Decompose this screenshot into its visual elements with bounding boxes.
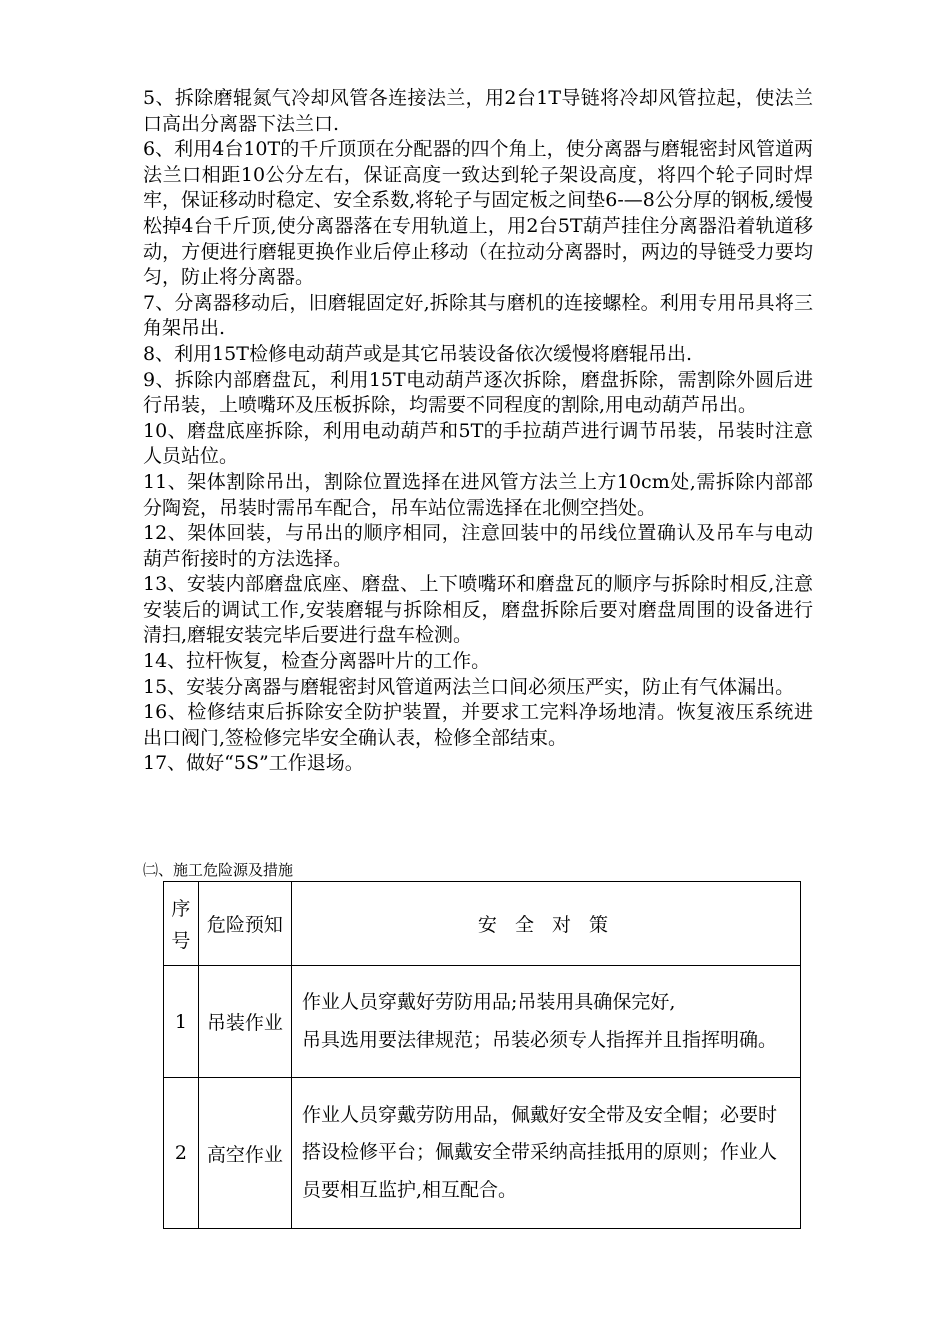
procedure-steps (143, 86, 813, 777)
row-measures-cell (291, 966, 800, 1078)
row-measures: 作业人员穿戴好劳防用品;吊装用具确保完好, 吊具选用要法律规范；吊装必须专人指挥并且指挥明确。 (301, 991, 777, 1051)
step-5: 5、拆除磨辊氮气冷却风管各连接法兰，用2台1T导链将冷却风管拉起，使法兰口高出分离器下法兰口. (143, 87, 813, 135)
header-measures: 安 全 对 策 (291, 882, 800, 966)
row-measures-cell (291, 1078, 800, 1229)
step-6: 6、利用4台10T的千斤顶顶在分配器的四个角上，使分离器与磨辊密封风管道两法兰口相距10公分左右，保证高度一致达到轮子架设高度，将四个轮子同时焊牢，保证移动时稳定、安全系数,将轮子与固定板之间垫6-—8公分厚的钢板,缓慢松掉4台千斤顶,使分离器落在专用轨道上，用2台5T葫芦挂住分离器沿着轨道移动，方便进行磨辊更换作业后停止移动（在拉动分离器时，两边的导链受力要均匀，防止将分离器。 (143, 138, 813, 289)
table-row (164, 1078, 801, 1229)
header-hazard: 危险预知 (198, 882, 291, 966)
step-14: 14、拉杆恢复，检查分离器叶片的工作。 (143, 650, 491, 673)
table-row (164, 966, 801, 1078)
row-number: 1 (164, 966, 199, 1078)
row-measures: 作业人员穿戴劳防用品，佩戴好安全带及安全帽；必要时搭设检修平台；佩戴安全带采纳高挂抵用的原则；作业人员要相互监护,相互配合。 (301, 1103, 777, 1201)
hazard-table (163, 881, 801, 1229)
step-8: 8、利用15T检修电动葫芦或是其它吊装设备依次缓慢将磨辊吊出. (143, 342, 692, 365)
row-hazard: 吊装作业 (198, 966, 291, 1078)
step-12: 12、架体回装，与吊出的顺序相同，注意回装中的吊线位置确认及吊车与电动葫芦衔接时的方法选择。 (143, 522, 813, 570)
header-number-text: 序号 (171, 897, 191, 952)
step-10: 10、磨盘底座拆除，利用电动葫芦和5T的手拉葫芦进行调节吊装，吊装时注意人员站位。 (143, 419, 813, 468)
step-13: 13、安装内部磨盘底座、磨盘、上下喷嘴环和磨盘瓦的顺序与拆除时相反,注意安装后的调试工作,安装磨辊与拆除相反，磨盘拆除后要对磨盘周围的设备进行清扫,磨辊安装完毕后要进行盘车检测。 (143, 573, 813, 647)
header-number (164, 882, 199, 966)
step-11: 11、架体割除吊出，割除位置选择在进风管方法兰上方10cm处,需拆除内部部分陶瓷，吊装时需吊车配合，吊车站位需选择在北侧空挡处。 (143, 470, 813, 519)
row-hazard: 高空作业 (198, 1078, 291, 1229)
section-title: ㈡、施工危险源及措施 (143, 861, 294, 879)
step-9: 9、拆除内部磨盘瓦，利用15T电动葫芦逐次拆除，磨盘拆除，需割除外圆后进行吊装，上喷嘴环及压板拆除，均需要不同程度的割除,用电动葫芦吊出。 (143, 368, 813, 417)
row-number: 2 (164, 1078, 199, 1229)
step-15: 15、安装分离器与磨辊密封风管道两法兰口间必须压严实，防止有气体漏出。 (143, 675, 795, 698)
step-16: 16、检修结束后拆除安全防护装置，并要求工完料净场地清。恢复液压系统进出口阀门,签检修完毕安全确认表，检修全部结束。 (143, 701, 813, 749)
step-17: 17、做好“5S”工作退场。 (143, 752, 364, 775)
table-header-row (164, 882, 801, 966)
step-7: 7、分离器移动后，旧磨辊固定好,拆除其与磨机的连接螺栓。利用专用吊具将三角架吊出. (143, 291, 813, 340)
